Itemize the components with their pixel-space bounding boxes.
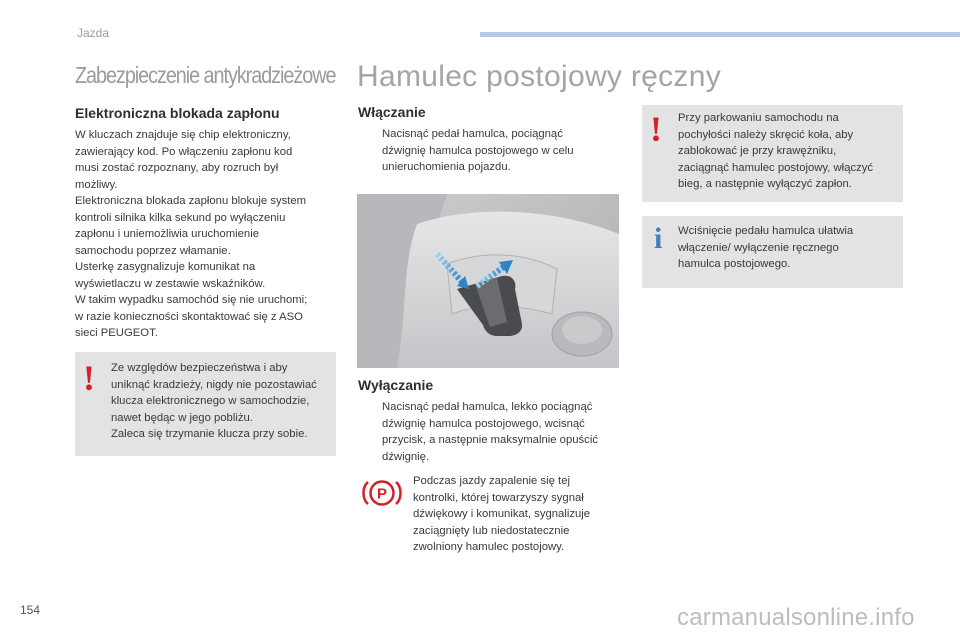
text-line: unieruchomienia pojazdu. [382,161,511,173]
text-line: hamulca postojowego. [678,258,791,270]
page-number: 154 [20,603,41,617]
text-line: zwolniony hamulec postojowy. [413,541,565,553]
warning-icon: ! [83,358,95,398]
text-line: przycisk, a następnie maksymalnie opuścić [382,434,598,446]
info-icon: i [654,222,663,255]
page-title: Hamulec postojowy ręczny [357,60,722,93]
text-line: dźwignię hamulca postojowego, wcisnąć [382,417,585,430]
right-warning-text [678,110,900,193]
watermark: carmanualsonline.info [677,604,915,631]
text-line: kontrolki, której towarzyszy sygnał [413,491,584,504]
text-line: możliwy. [75,178,118,191]
text-line: Ze względów bezpieczeństwa i aby [111,362,288,374]
text-line: nawet będąc w jego pobliżu. [111,411,253,424]
left-warning-text [111,360,333,443]
text-line: włączenie/ wyłączenie ręcznego [678,241,839,254]
text-line: Podczas jazdy zapalenie się tej [413,475,570,487]
text-line: wyświetlaczu w zestawie wskaźników. [75,277,266,290]
text-line: kontroli silnika kilka sekund po wyłączeniu [75,211,286,224]
text-line: zawierający kod. Po włączeniu zapłonu kod [75,145,293,158]
text-line: samochodu poprzez włamanie. [75,244,231,257]
parking-brake-symbol: P [376,485,388,503]
text-line: W kluczach znajduje się chip elektroniczny, [75,129,291,141]
text-line: klucza elektronicznego w samochodzie, [111,395,310,407]
header-accent-bar [480,32,960,37]
right-info-box [642,216,903,288]
text-line: dźwignię. [382,450,430,463]
text-line: Elektroniczna blokada zapłonu blokuje system [75,195,307,207]
text-line: Nacisnąć pedał hamulca, lekko pociągnąć [382,401,593,413]
text-line: w razie konieczności skontaktować się z ASO [75,310,303,323]
engage-title: Włączanie [358,104,426,120]
indicator-text [413,473,623,556]
text-line: zapłonu i uniemożliwia uruchomienie [75,228,259,240]
text-line: Nacisnąć pedał hamulca, pociągnąć [382,128,563,140]
engage-bullet [362,126,637,176]
text-line: W takim wypadku samochód się nie uruchomi; [75,294,308,306]
text-line: Przy parkowaniu samochodu na [678,112,839,124]
warning-icon: ! [650,109,662,149]
right-info-text [678,223,900,273]
text-line: dźwiękowy i komunikat, sygnalizuje [413,508,591,520]
text-line: Usterkę zasygnalizuje komunikat na [75,261,256,273]
left-subheading: Elektroniczna blokada zapłonu [75,105,280,121]
text-line: zaciągnięty lub niedostatecznie [413,524,570,537]
parking-brake-warning-icon [361,478,403,508]
text-line: dźwignię hamulca postojowego w celu [382,144,574,157]
left-body [75,127,345,342]
text-line: Wciśnięcie pedału hamulca ułatwia [678,225,854,237]
left-warning-box [75,352,336,456]
release-title: Wyłączanie [358,377,434,393]
section-label: Jazda [77,26,110,40]
text-line: pochyłości należy skręcić koła, aby [678,128,854,141]
text-line: musi zostać rozpoznany, aby rozruch był [75,162,279,174]
left-heading: Zabezpieczenie antykradzieżowe [75,62,336,88]
release-bullet [362,399,642,465]
text-line: uniknąć kradzieży, nigdy nie pozostawiać [111,378,317,391]
text-line: zablokować je przy krawężniku, [678,145,837,157]
text-line: sieci PEUGEOT. [75,327,158,339]
handbrake-illustration [357,194,619,368]
text-line: Zaleca się trzymanie klucza przy sobie. [111,428,308,440]
text-line: bieg, a następnie wyłączyć zapłon. [678,178,852,190]
text-line: zaciągnąć hamulec postojowy, włączyć [678,161,874,174]
right-warning-box [642,105,903,202]
